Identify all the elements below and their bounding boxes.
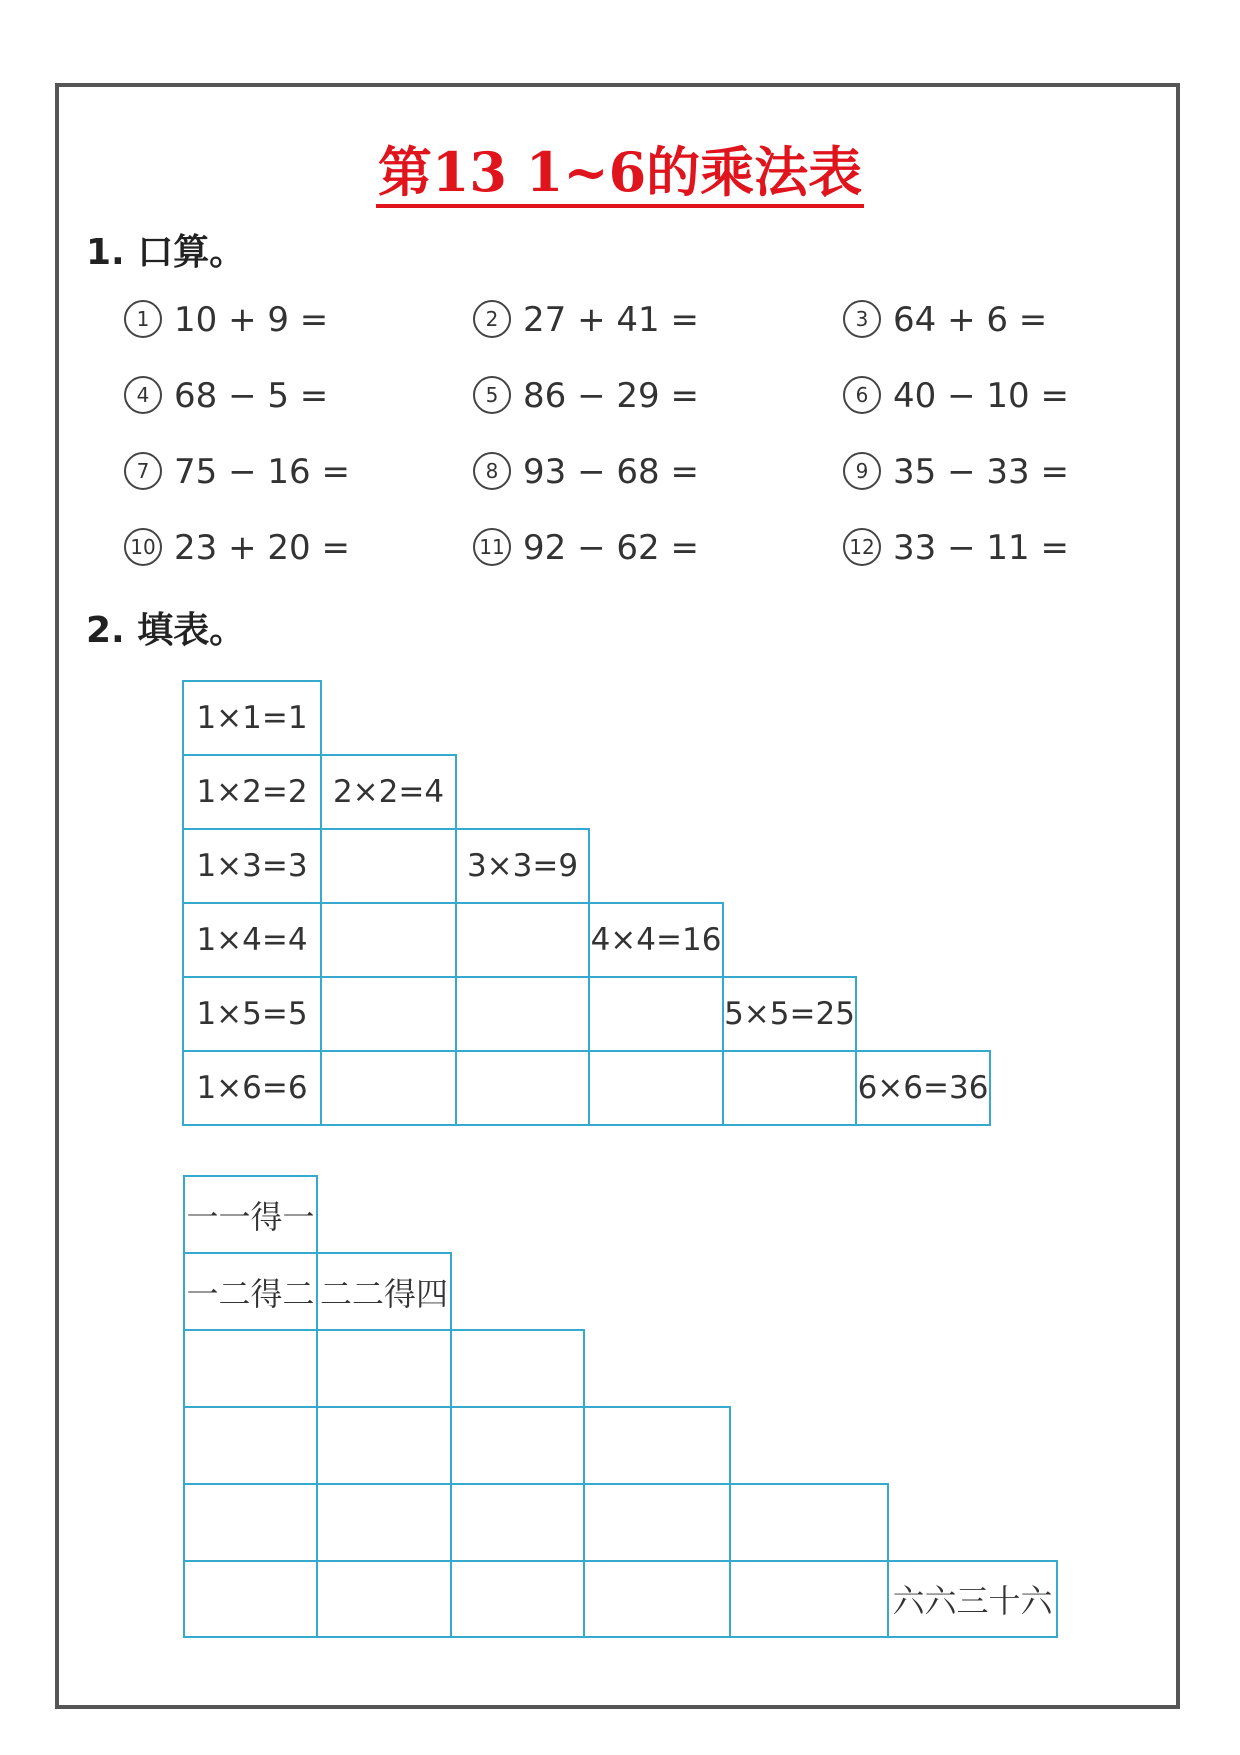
table-cell-blank[interactable] bbox=[588, 976, 724, 1052]
rhyme-cell-blank[interactable] bbox=[316, 1406, 452, 1485]
rhyme-cell-blank[interactable] bbox=[729, 1560, 889, 1638]
table-cell-blank[interactable] bbox=[320, 828, 457, 904]
table-cell: 1×1=1 bbox=[182, 680, 322, 756]
rhyme-cell: 一二得二 bbox=[183, 1252, 318, 1331]
rhyme-cell: 二二得四 bbox=[316, 1252, 452, 1331]
table-cell-blank[interactable] bbox=[455, 976, 590, 1052]
page-title: 第13 1~6的乘法表 bbox=[0, 138, 1240, 206]
table-cell: 2×2=4 bbox=[320, 754, 457, 830]
question-marker: 9 bbox=[843, 452, 881, 490]
question-3 bbox=[843, 300, 1047, 341]
rhyme-cell-blank[interactable] bbox=[316, 1560, 452, 1638]
question-expr: 93 − 68 = bbox=[523, 452, 699, 492]
table-cell: 1×3=3 bbox=[182, 828, 322, 904]
table-cell: 1×6=6 bbox=[182, 1050, 322, 1126]
table-cell-blank[interactable] bbox=[455, 1050, 590, 1126]
question-expr: 27 + 41 = bbox=[523, 300, 699, 340]
table-cell: 3×3=9 bbox=[455, 828, 590, 904]
table-cell-blank[interactable] bbox=[722, 1050, 857, 1126]
table-cell-blank[interactable] bbox=[588, 1050, 724, 1126]
question-12 bbox=[843, 528, 1069, 569]
question-expr: 64 + 6 = bbox=[893, 300, 1048, 340]
rhyme-cell: 一一得一 bbox=[183, 1175, 318, 1254]
question-marker: 3 bbox=[843, 300, 881, 338]
rhyme-cell-blank[interactable] bbox=[450, 1329, 585, 1408]
rhyme-cell-blank[interactable] bbox=[183, 1560, 318, 1638]
rhyme-cell-blank[interactable] bbox=[183, 1406, 318, 1485]
table-cell: 1×2=2 bbox=[182, 754, 322, 830]
table-cell-blank[interactable] bbox=[320, 976, 457, 1052]
question-marker: 1 bbox=[124, 300, 162, 338]
question-expr: 86 − 29 = bbox=[523, 376, 699, 416]
rhyme-cell-blank[interactable] bbox=[729, 1483, 889, 1562]
question-expr: 33 − 11 = bbox=[893, 528, 1069, 568]
question-marker: 5 bbox=[473, 376, 511, 414]
question-expr: 10 + 9 = bbox=[174, 300, 329, 340]
question-2 bbox=[473, 300, 699, 341]
question-marker: 2 bbox=[473, 300, 511, 338]
question-expr: 40 − 10 = bbox=[893, 376, 1069, 416]
question-marker: 6 bbox=[843, 376, 881, 414]
question-marker: 12 bbox=[843, 528, 881, 566]
rhyme-cell-blank[interactable] bbox=[583, 1483, 731, 1562]
question-5 bbox=[473, 376, 699, 417]
rhyme-cell-blank[interactable] bbox=[583, 1406, 731, 1485]
question-marker: 11 bbox=[473, 528, 511, 566]
question-9 bbox=[843, 452, 1069, 493]
rhyme-cell-blank[interactable] bbox=[583, 1560, 731, 1638]
question-expr: 23 + 20 = bbox=[174, 528, 350, 568]
table-cell: 1×5=5 bbox=[182, 976, 322, 1052]
question-7 bbox=[124, 452, 350, 493]
question-marker: 7 bbox=[124, 452, 162, 490]
question-expr: 75 − 16 = bbox=[174, 452, 350, 492]
table-cell-blank[interactable] bbox=[455, 902, 590, 978]
rhyme-cell-blank[interactable] bbox=[316, 1329, 452, 1408]
rhyme-cell-blank[interactable] bbox=[316, 1483, 452, 1562]
table-cell-blank[interactable] bbox=[320, 1050, 457, 1126]
question-4 bbox=[124, 376, 328, 417]
table-cell: 5×5=25 bbox=[722, 976, 857, 1052]
rhyme-cell-blank[interactable] bbox=[450, 1483, 585, 1562]
rhyme-cell-blank[interactable] bbox=[450, 1406, 585, 1485]
question-expr: 92 − 62 = bbox=[523, 528, 699, 568]
rhyme-cell-blank[interactable] bbox=[450, 1560, 585, 1638]
question-11 bbox=[473, 528, 699, 569]
table-cell-blank[interactable] bbox=[320, 902, 457, 978]
rhyme-cell: 六六三十六 bbox=[887, 1560, 1058, 1638]
table-cell: 4×4=16 bbox=[588, 902, 724, 978]
question-1 bbox=[124, 300, 328, 341]
question-8 bbox=[473, 452, 699, 493]
section-1-heading: 1. 口算。 bbox=[86, 232, 246, 273]
question-6 bbox=[843, 376, 1069, 417]
section-2-heading: 2. 填表。 bbox=[86, 610, 246, 651]
rhyme-cell-blank[interactable] bbox=[183, 1329, 318, 1408]
question-marker: 4 bbox=[124, 376, 162, 414]
table-cell: 1×4=4 bbox=[182, 902, 322, 978]
question-expr: 35 − 33 = bbox=[893, 452, 1069, 492]
question-10 bbox=[124, 528, 350, 569]
question-marker: 10 bbox=[124, 528, 162, 566]
table-cell: 6×6=36 bbox=[855, 1050, 991, 1126]
question-expr: 68 − 5 = bbox=[174, 376, 329, 416]
question-marker: 8 bbox=[473, 452, 511, 490]
rhyme-cell-blank[interactable] bbox=[183, 1483, 318, 1562]
